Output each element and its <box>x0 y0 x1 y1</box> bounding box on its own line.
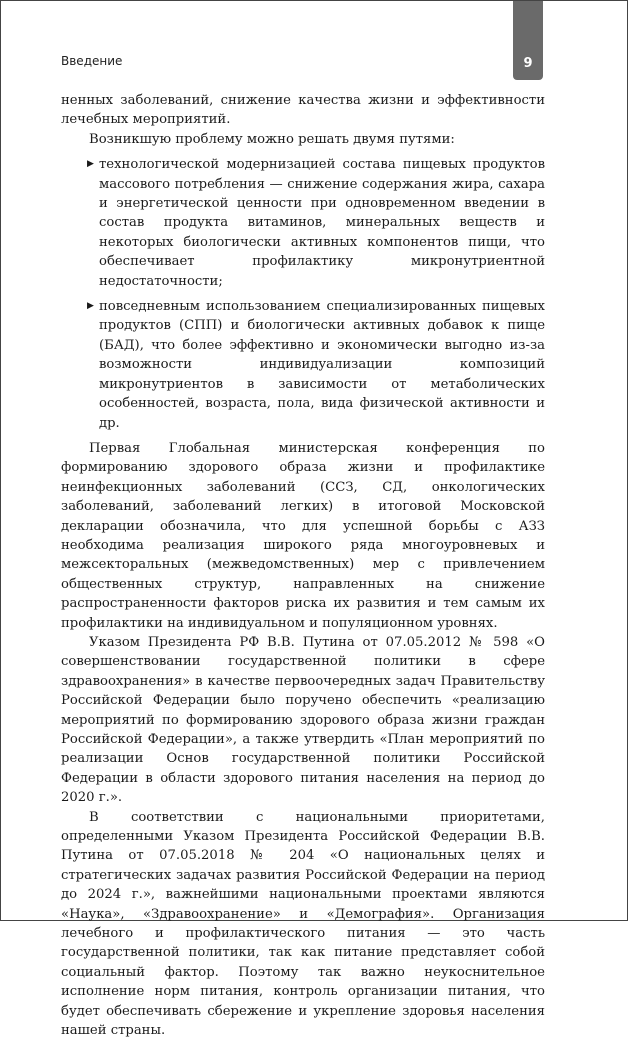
bullet-list <box>61 155 545 433</box>
triangle-bullet-icon: ▶ <box>87 159 94 170</box>
list-item-text: технологической модернизацией состава пищевых продуктов массового потребления — снижение содержания жира, сахара и энергетической ценности при одновременном введении в состав продукта витаминов, минеральных веществ и некоторых биологически активных компонентов пищи, что обеспечивает профилактику микронутриентной недостаточности; <box>99 157 545 289</box>
paragraph-decree-2012: Указом Президента РФ В.В. Путина от 07.05.2012 № 598 «О совершенствовании государственной политики в сфере здравоохранения» в качестве первоочередных задач Правительству Российской Федерации было поручено обеспечить «реализацию мероприятий по формированию здорового образа жизни граждан Российской Федерации», а также утвердить «План мероприятий по реализации Основ государственной политики Российской Федерации в области здорового питания населения на период до 2020 г.». <box>61 634 545 806</box>
paragraph-intro: Возникшую проблему можно решать двумя путями: <box>89 131 455 147</box>
triangle-bullet-icon: ▶ <box>87 301 94 312</box>
list-item <box>61 297 545 433</box>
running-header: Введение <box>61 54 123 68</box>
page-number: 9 <box>523 56 533 71</box>
list-item-text: повседневным использованием специализированных пищевых продуктов (СПП) и биологически активных добавок к пище (БАД), что более эффективно и экономически выгодно из-за возможности индивидуализации композиций микронутриентов в зависимости от метаболических особенностей, возраста, пола, вида физической активности и др. <box>99 299 545 431</box>
paragraph-continuation: ненных заболеваний, снижение качества жизни и эффективности лечебных мероприятий. <box>61 93 545 128</box>
paragraph-conference: Первая Глобальная министерская конференция по формированию здорового образа жизни и профилактике неинфекционных заболеваний (ССЗ, СД, онкологических заболеваний, заболеваний легких) в итоговой Московской декларации обозначила, что для успешной борьбы с АЗЗ необходима реализация широкого ряда многоуровневых и межсекторальных (межведомственных) мер с привлечением общественных структур, направленных на снижение распространенности факторов риска их развития и тем самым их профилактики на индивидуальном и популяционном уровнях. <box>61 440 545 631</box>
list-item <box>61 155 545 291</box>
page-number-tab <box>513 1 543 80</box>
paragraph-decree-2018: В соответствии с национальными приоритетами, определенными Указом Президента Российской Федерации В.В. Путина от 07.05.2018 № 204 «О национальных целях и стратегических задачах развития Российской Федерации на период до 2024 г.», важнейшими национальными проектами являются «Наука», «Здравоохранение» и «Демография». Организация лечебного и профилактического питания — это часть государственной политики, так как питание представляет собой социальный фактор. Поэтому так важно неукоснительное исполнение норм питания, контроль организации питания, что будет обеспечивать сбережение и укрепление здоровья населения нашей страны. <box>61 809 545 1039</box>
page-body <box>61 91 545 1041</box>
